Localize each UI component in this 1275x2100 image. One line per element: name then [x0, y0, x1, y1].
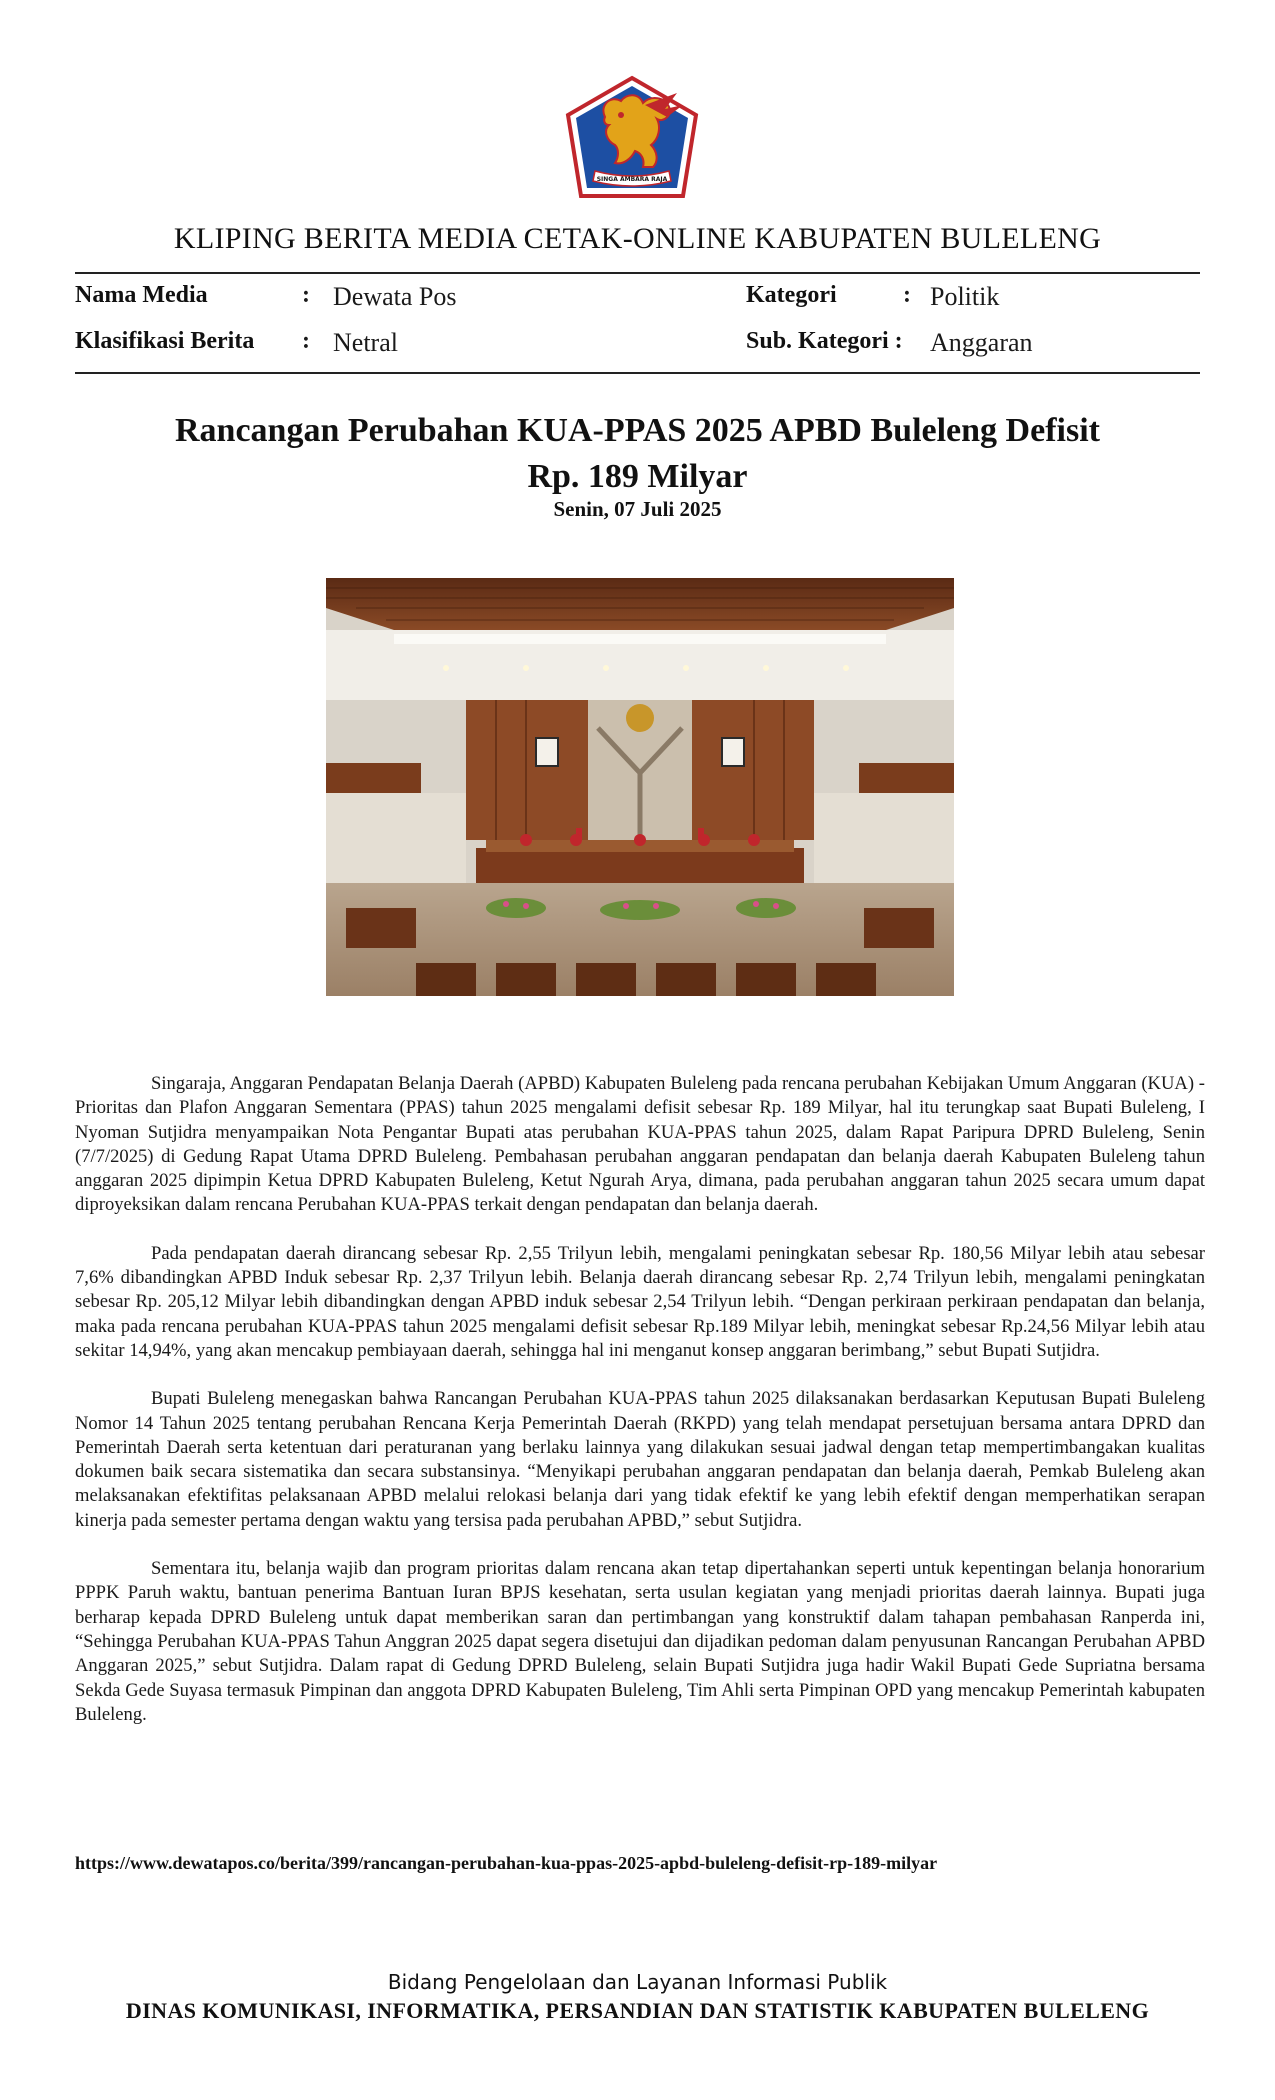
top-divider — [75, 272, 1200, 274]
article-paragraph: Singaraja, Anggaran Pendapatan Belanja Daerah (APBD) Kabupaten Buleleng pada rencana perubahan Kebijakan Umum Anggaran (KUA) - Prioritas dan Plafon Anggaran Sementara (PPAS) tahun 2025 mengalami defisit sebesar Rp. 189 Milyar, hal itu terungkap saat Bupati Buleleng, I Nyoman Sutjidra menyampaikan Nota Pengantar Bupati atas perubahan KUA-PPAS tahun 2025, dalam Rapat Paripura DPRD Buleleng, Senin (7/7/2025) di Gedung Rapat Utama DPRD Buleleng. Pembahasan perubahan anggaran pendapatan dan belanja daerah Kabupaten Buleleng tahun anggaran 2025 dipimpin Ketua DPRD Kabupaten Buleleng, Ketut Ngurah Arya, dimana, pada perubahan anggaran tahun 2025 secara umum dapat diproyeksikan dalam rencana Perubahan KUA-PPAS terkait dengan pendapatan dan belanja daerah. — [75, 1073, 1205, 1216]
meta-media — [75, 282, 208, 309]
source-url[interactable]: https://www.dewatapos.co/berita/399/rancangan-perubahan-kua-ppas-2025-apbd-buleleng-defisit-rp-189-milyar — [75, 1853, 938, 1873]
footer-division: Bidang Pengelolaan dan Layanan Informasi Publik — [387, 1970, 888, 1994]
media-label: Nama Media — [75, 282, 208, 308]
article-title-line1: Rancangan Perubahan KUA-PPAS 2025 APBD Buleleng Defisit — [175, 412, 1100, 449]
klasifikasi-label: Klasifikasi Berita — [75, 328, 255, 354]
bottom-divider — [75, 372, 1200, 374]
article-paragraph: Sementara itu, belanja wajib dan program prioritas dalam rencana akan tetap dipertahankan seperti untuk kepentingan belanja honorarium PPPK Paruh waktu, bantuan penerima Bantuan Iuran BPJS kesehatan, serta usulan kegiatan yang menjadi prioritas daerah lainnya. Bupati juga berharap kepada DPRD Buleleng untuk dapat memberikan saran dan pertimbangan yang konstruktif dalam tahapan pembahasan Ranperda ini, “Sehingga Perubahan KUA-PPAS Tahun Anggran 2025 dapat segera disetujui dan dijadikan pedoman dalam penyusunan Rancangan Perubahan APBD Anggaran 2025,” sebut Sutjidra. Dalam rapat di Gedung DPRD Buleleng, selain Bupati Sutjidra juga hadir Wakil Bupati Gede Supriatna bersama Sekda Gede Suyasa termasuk Pimpinan dan anggota DPRD Kabupaten Buleleng, Tim Ahli serta Pimpinan OPD yang mencakup Pemerintah kabupaten Buleleng. — [75, 1558, 1205, 1725]
kategori-value: Politik — [930, 282, 1000, 311]
article-paragraph: Pada pendapatan daerah dirancang sebesar Rp. 2,55 Trilyun lebih, mengalami peningkatan sebesar Rp. 180,56 Milyar lebih atau sebesar 7,6% dibandingkan APBD Induk sebesar Rp. 2,37 Trilyun lebih. Belanja daerah dirancang sebesar Rp. 2,74 Trilyun lebih, mengalami peningkatan sebesar Rp. 205,12 Milyar lebih dibandingkan dengan APBD induk sebesar 2,54 Trilyun lebih. “Dengan perkiraan perkiraan pendapatan dan belanja, maka pada rencana perubahan KUA-PPAS tahun 2025 mengalami defisit sebesar Rp.189 Milyar lebih, meningkat sebesar Rp.24,56 Milyar lebih atau sekitar 14,94%, yang akan mencakup pembiayaan daerah, sehingga hal ini menganut konsep anggaran berimbang,” sebut Bupati Sutjidra. — [75, 1242, 1205, 1361]
footer-agency: DINAS KOMUNIKASI, INFORMATIKA, PERSANDIAN DAN STATISTIK KABUPATEN BULELENG — [125, 1998, 1150, 2023]
kabupaten-buleleng-emblem — [565, 75, 700, 200]
article-title-line2: Rp. 189 Milyar — [527, 458, 748, 495]
klasifikasi-colon: : — [302, 328, 310, 354]
kategori-label: Kategori — [746, 282, 837, 308]
subkategori-label: Sub. Kategori : — [746, 328, 903, 354]
meta-klasifikasi — [75, 328, 254, 355]
article-paragraph: Bupati Buleleng menegaskan bahwa Rancangan Perubahan KUA-PPAS tahun 2025 dilaksanakan berdasarkan Keputusan Bupati Buleleng Nomor 14 Tahun 2025 tentang perubahan Rencana Kerja Pemerintah Daerah (RKPD) yang telah mendapat persetujuan bersama antara DPRD dan Pemerintah Daerah serta ketentuan dari peraturanan yang berlaku lainnya yang dilakukan sesuai jadwal dengan tetap mempertimbangakan kualitas dokumen baik secara sistematika dan secara substansinya. “Menyikapi perubahan anggaran pendapatan dan belanja daerah, Pemkab Buleleng akan melaksanakan efektifitas pelaksanaan APBD melalui relokasi belanja dari yang tidak efektif ke yang lebih efektif dengan memperhatikan serapan kinerja pada semester pertama dengan waktu yang tersisa pada perubahan APBD,” sebut Sutjidra. — [75, 1388, 1205, 1531]
emblem-motto: SINGA AMBARA RAJA — [596, 176, 668, 183]
klasifikasi-value: Netral — [333, 328, 398, 357]
article-date: Senin, 07 Juli 2025 — [553, 497, 722, 521]
article-body — [75, 1072, 1205, 1751]
subkategori-value: Anggaran — [930, 328, 1033, 357]
media-value: Dewata Pos — [333, 282, 457, 311]
meta-subkategori — [746, 328, 903, 355]
media-colon: : — [302, 282, 310, 308]
dprd-chamber-photo — [326, 578, 954, 996]
meta-kategori — [746, 282, 837, 309]
kategori-colon: : — [903, 282, 911, 308]
article-title — [0, 408, 1275, 500]
clipping-title: KLIPING BERITA MEDIA CETAK-ONLINE KABUPATEN BULELENG — [173, 222, 1102, 255]
